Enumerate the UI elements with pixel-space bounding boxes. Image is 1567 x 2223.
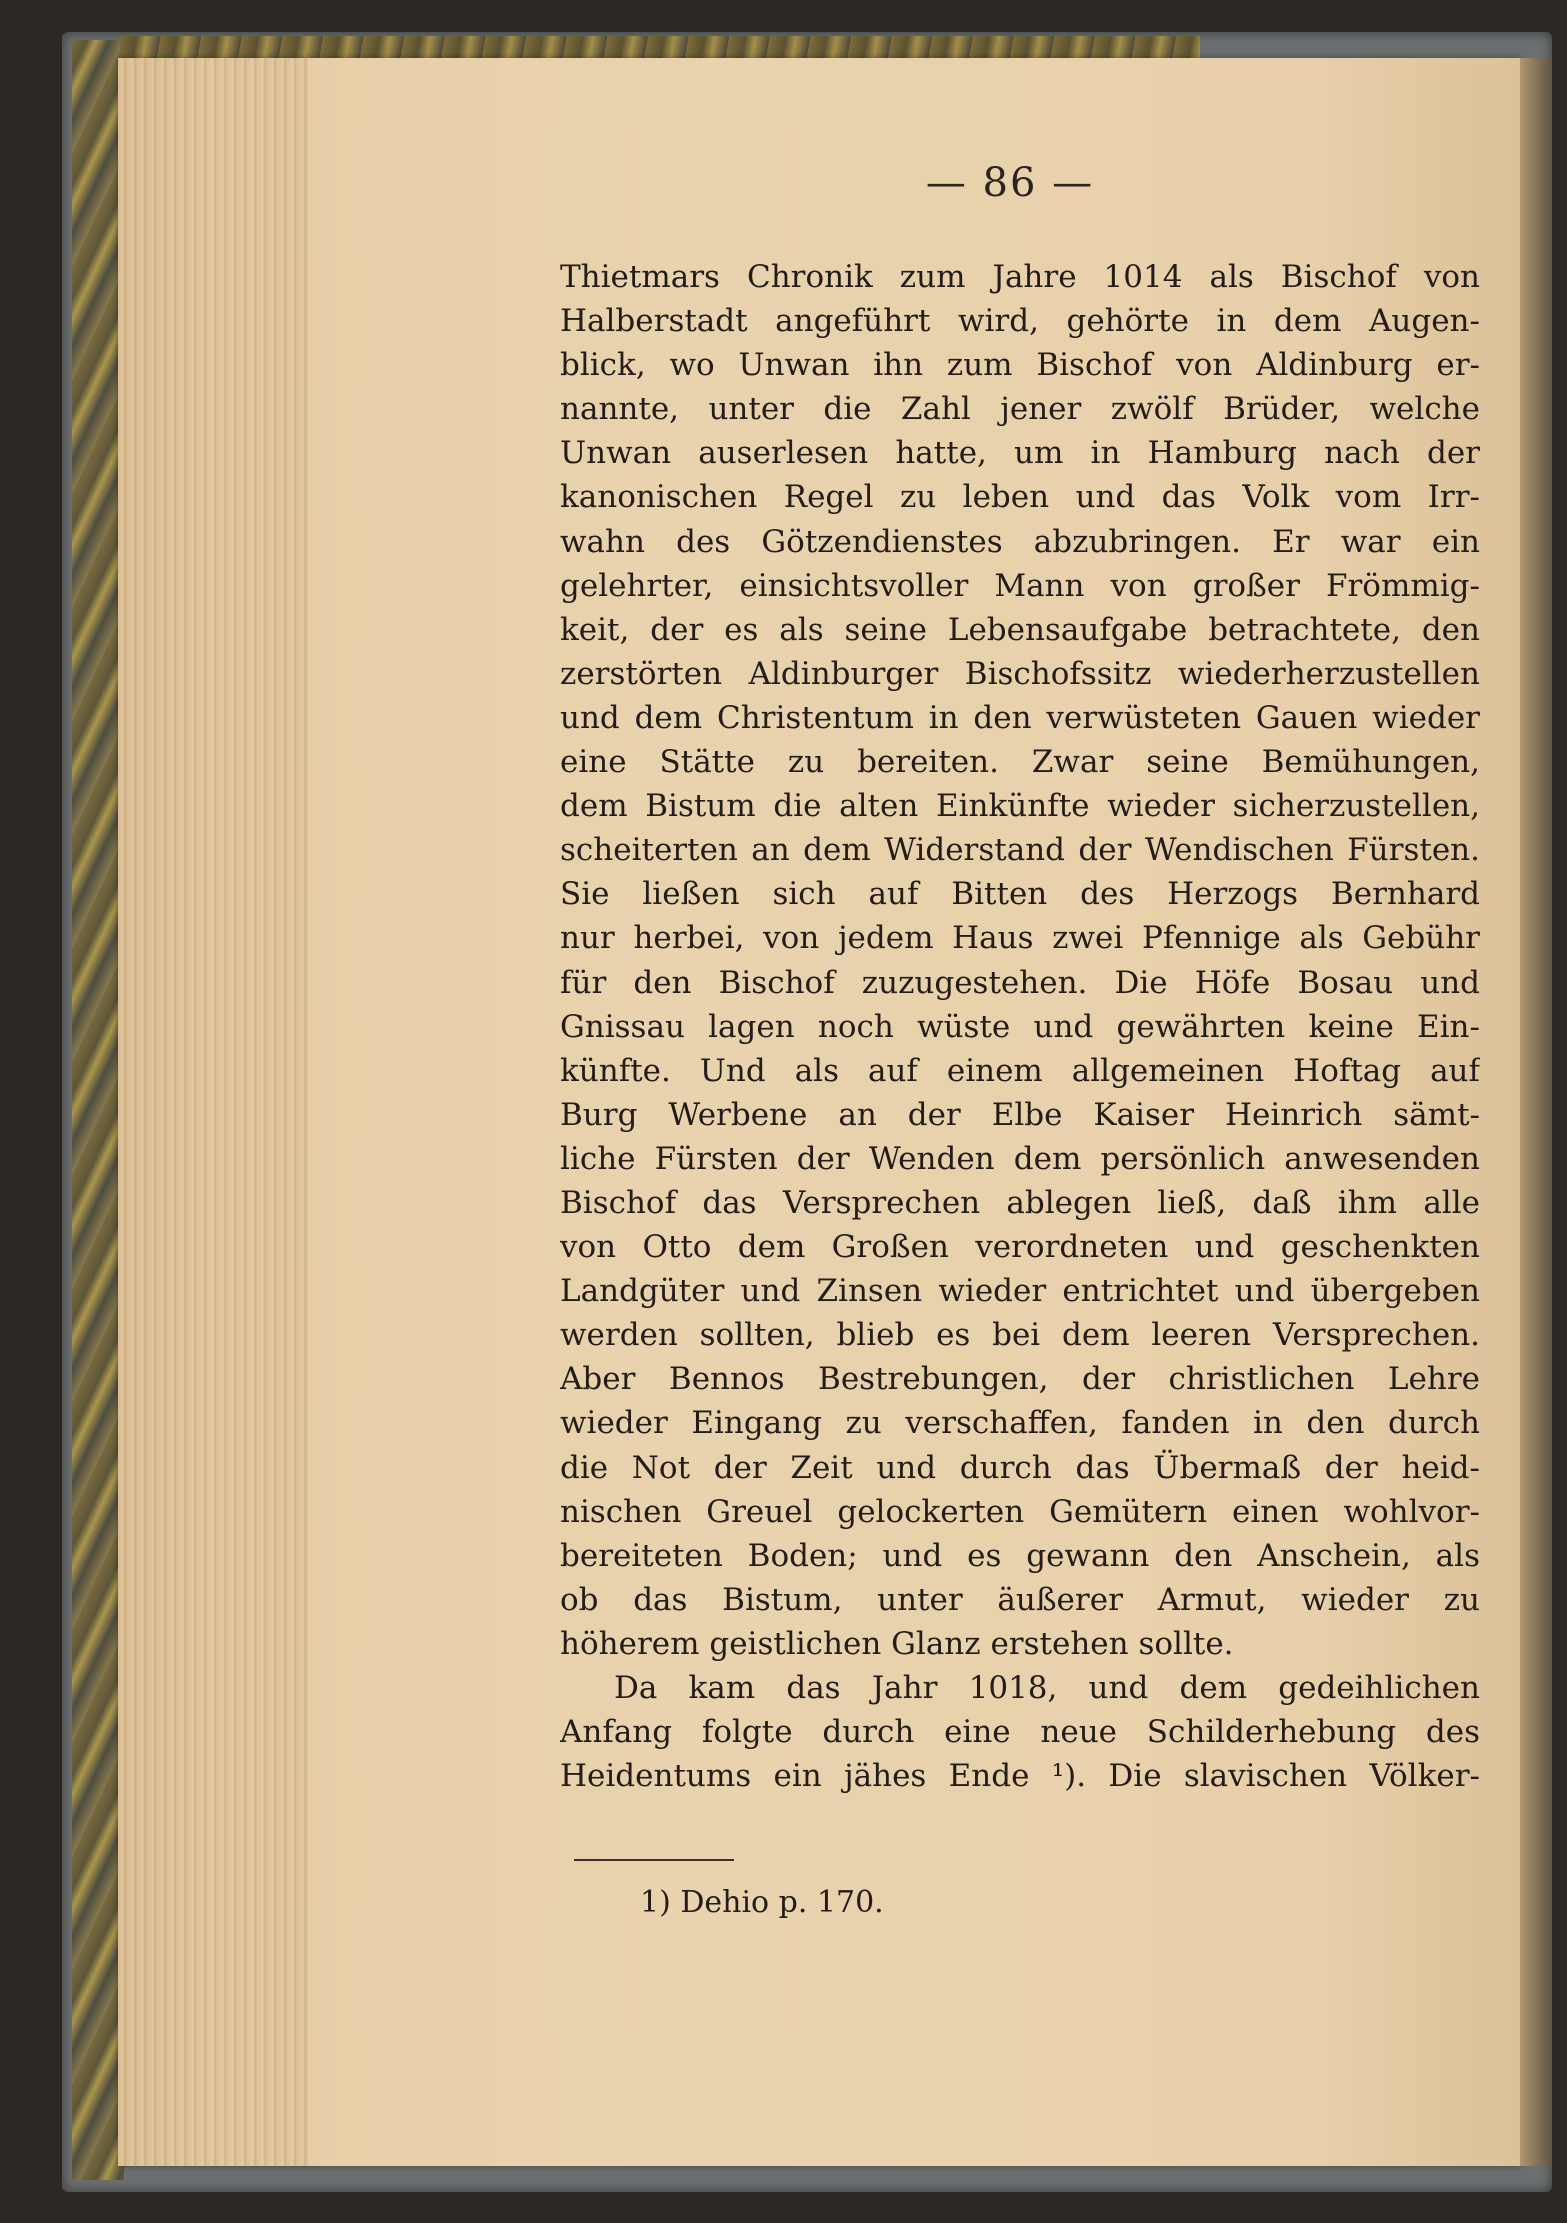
text-line: werden sollten, blieb es bei dem leeren Versprechen. <box>560 1317 1480 1354</box>
text-line: die Not der Zeit und durch das Übermaß der heid- <box>560 1449 1480 1486</box>
text-line: bereiteten Boden; und es gewann den Anschein, als <box>560 1537 1480 1574</box>
text-line: eine Stätte zu bereiten. Zwar seine Bemühungen, <box>560 744 1480 781</box>
text-line: Halberstadt angeführt wird, gehörte in dem Augen- <box>560 303 1480 340</box>
text-line: nur herbei, von jedem Haus zwei Pfennige als Gebühr <box>560 920 1480 957</box>
page-fore-edge <box>118 58 308 2166</box>
text-line: dem Bistum die alten Einkünfte wieder sicherzustellen, <box>560 788 1480 825</box>
body-text <box>560 255 1480 1798</box>
text-line: liche Fürsten der Wenden dem persönlich anwesenden <box>560 1140 1480 1177</box>
page-gutter-shadow <box>1520 58 1552 2166</box>
text-line: zerstörten Aldinburger Bischofssitz wiederherzustellen <box>560 655 1480 692</box>
text-line: Landgüter und Zinsen wieder entrichtet und übergeben <box>560 1273 1480 1310</box>
footnote: 1) Dehio p. 170. <box>640 1885 884 1920</box>
text-line: wieder Eingang zu verschaffen, fanden in den durch <box>560 1405 1480 1442</box>
text-line: nannte, unter die Zahl jener zwölf Brüder, welche <box>560 391 1480 428</box>
text-line: Burg Werbene an der Elbe Kaiser Heinrich sämt- <box>560 1096 1480 1133</box>
text-line: wahn des Götzendienstes abzubringen. Er war ein <box>560 523 1480 560</box>
text-line: Anfang folgte durch eine neue Schilderhebung des <box>560 1714 1480 1751</box>
text-line: keit, der es als seine Lebensaufgabe betrachtete, den <box>560 611 1480 648</box>
text-line: Aber Bennos Bestrebungen, der christlichen Lehre <box>560 1361 1480 1398</box>
text-line: Bischof das Versprechen ablegen ließ, daß ihm alle <box>560 1184 1480 1221</box>
text-line: ob das Bistum, unter äußerer Armut, wieder zu <box>560 1581 1480 1618</box>
text-line: kanonischen Regel zu leben und das Volk vom Irr- <box>560 479 1480 516</box>
text-line: künfte. Und als auf einem allgemeinen Hoftag auf <box>560 1052 1480 1089</box>
text-line: Gnissau lagen noch wüste und gewährten keine Ein- <box>560 1008 1480 1045</box>
text-line: höherem geistlichen Glanz erstehen sollte. <box>560 1625 1234 1662</box>
text-line: scheiterten an dem Widerstand der Wendischen Fürsten. <box>560 832 1480 869</box>
text-line: Unwan auserlesen hatte, um in Hamburg nach der <box>560 435 1480 472</box>
text-line: Heidentums ein jähes Ende ¹). Die slavischen Völker- <box>560 1758 1480 1795</box>
footnote-rule <box>574 1859 734 1861</box>
marbled-endpaper <box>72 40 124 2180</box>
text-line: Sie ließen sich auf Bitten des Herzogs Bernhard <box>560 876 1480 913</box>
text-line: von Otto dem Großen verordneten und geschenkten <box>560 1229 1480 1266</box>
page-number: — 86 — <box>925 160 1095 206</box>
text-line: und dem Christentum in den verwüsteten Gauen wieder <box>560 699 1480 736</box>
text-line: nischen Greuel gelockerten Gemütern einen wohlvor- <box>560 1493 1480 1530</box>
text-line: blick, wo Unwan ihn zum Bischof von Aldinburg er- <box>560 347 1480 384</box>
text-line: gelehrter, einsichtsvoller Mann von großer Frömmig- <box>560 567 1480 604</box>
text-line: für den Bischof zuzugestehen. Die Höfe Bosau und <box>560 964 1480 1001</box>
text-line: Da kam das Jahr 1018, und dem gedeihlichen <box>614 1670 1480 1706</box>
text-line: Thietmars Chronik zum Jahre 1014 als Bischof von <box>560 259 1480 295</box>
